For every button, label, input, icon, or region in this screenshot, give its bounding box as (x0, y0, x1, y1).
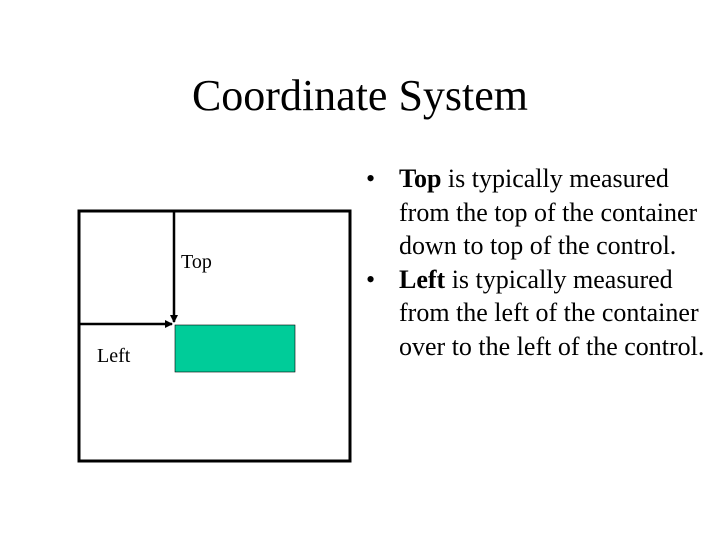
control-box (175, 325, 295, 372)
left-label: Left (97, 345, 131, 367)
bullet-item-left (366, 263, 706, 364)
bullet-list (366, 162, 706, 363)
top-label: Top (181, 251, 212, 273)
bullet-keyword-top: Top (399, 164, 442, 193)
bullet-text-top: is typically measured from the top of the container down to top of the control. (399, 164, 698, 260)
bullet-keyword-left: Left (399, 264, 446, 294)
bullet-marker: • (366, 264, 376, 294)
bullet-item-top (366, 162, 706, 263)
bullet-text-left: is typically measured from the left of the container over to the left of the control. (399, 264, 705, 361)
bullet-marker: • (366, 164, 376, 193)
slide-title: Coordinate System (191, 71, 529, 120)
